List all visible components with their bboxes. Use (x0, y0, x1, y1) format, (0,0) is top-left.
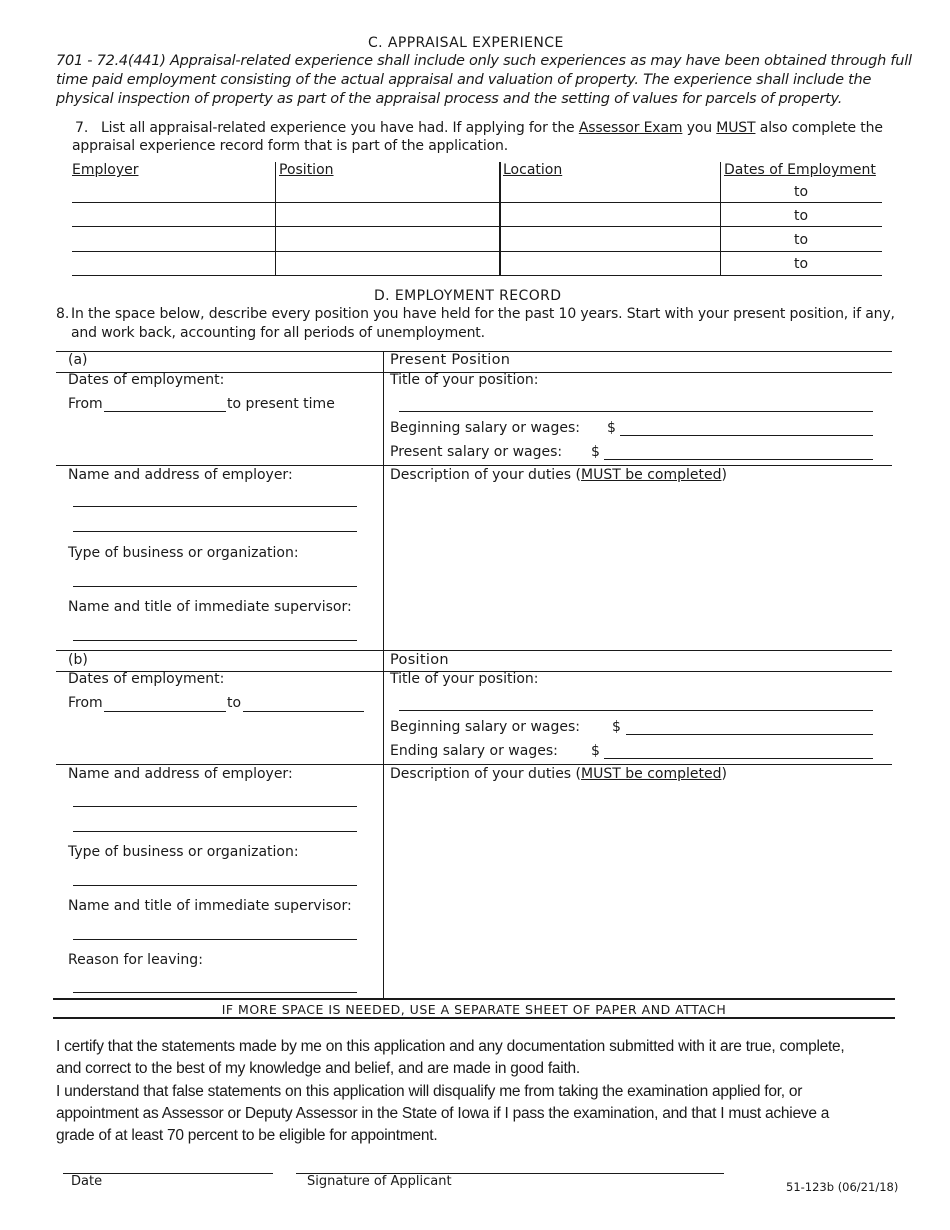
block-mid-line (56, 465, 892, 466)
employer-address-field-1[interactable] (73, 506, 357, 507)
signature-label: Signature of Applicant (307, 1174, 452, 1189)
business-type-field[interactable] (73, 586, 357, 587)
present-salary-label: Present salary or wages: (390, 444, 563, 460)
business-type-label: Type of business or organization: (68, 844, 299, 860)
to-present-time-label: to present time (227, 396, 335, 412)
beginning-salary-label: Beginning salary or wages: (390, 420, 580, 436)
supervisor-label: Name and title of immediate supervisor: (68, 599, 352, 615)
block-divider (383, 650, 384, 998)
banner-bottom-rule (53, 1017, 895, 1019)
present-salary-field[interactable] (604, 459, 873, 460)
supervisor-field[interactable] (73, 939, 357, 940)
rule-text-line-1: 701 - 72.4(441) Appraisal-related experience shall include only such experiences as may have been obtained through full (56, 53, 912, 69)
rule-text-line-2: time paid employment consisting of the actual appraisal and valuation of property. The experience shall include the (56, 72, 872, 88)
block-divider (383, 351, 384, 650)
supervisor-field[interactable] (73, 640, 357, 641)
title-of-position-label: Title of your position: (390, 372, 539, 388)
form-number: 51-123b (06/21/18) (786, 1180, 899, 1194)
supervisor-label: Name and title of immediate supervisor: (68, 898, 352, 914)
rule-text-line-3: physical inspection of property as part of the appraisal process and the setting of values for parcels of property. (56, 91, 843, 107)
table-row-dates-to: to (794, 256, 809, 272)
employer-address-field-2[interactable] (73, 831, 357, 832)
table-row-line (72, 226, 882, 227)
employer-address-field-2[interactable] (73, 531, 357, 532)
from-date-field[interactable] (104, 411, 226, 412)
block-end-line (56, 650, 892, 651)
reason-for-leaving-field[interactable] (73, 992, 357, 993)
duties-description-area[interactable] (390, 490, 885, 645)
section-d-heading: D. EMPLOYMENT RECORD (374, 288, 562, 304)
to-date-field[interactable] (243, 711, 364, 712)
from-label: From (68, 396, 103, 412)
header-location: Location (503, 162, 563, 178)
employer-address-field-1[interactable] (73, 806, 357, 807)
header-employer: Employer (72, 162, 139, 178)
header-dates-of-employment: Dates of Employment (724, 162, 876, 178)
table-row-line (72, 275, 882, 276)
reason-for-leaving-label: Reason for leaving: (68, 952, 203, 968)
duties-label: Description of your duties (MUST be completed) (390, 766, 727, 782)
block-label-b: (b) (68, 652, 88, 668)
table-row-dates-to: to (794, 208, 809, 224)
table-row-dates-to: to (794, 232, 809, 248)
dollar-sign: $ (612, 719, 621, 735)
dollar-sign: $ (607, 420, 616, 436)
business-type-label: Type of business or organization: (68, 545, 299, 561)
header-position: Position (279, 162, 334, 178)
certification-paragraph-2: I understand that false statements on this application will disqualify me from taking the examination applied for, or appointment as Assessor or Deputy Assessor in the State of Iowa if I pass the examination, and that I must achieve a grade of at least 70 percent to be eligible for appointment. (56, 1083, 830, 1144)
extra-space-note: IF MORE SPACE IS NEEDED, USE A SEPARATE SHEET OF PAPER AND ATTACH (221, 1002, 727, 1017)
table-row-line (72, 202, 882, 203)
dates-of-employment-label: Dates of employment: (68, 372, 225, 388)
must-be-completed-emphasis: MUST be completed (581, 766, 722, 782)
from-label: From (68, 695, 103, 711)
beginning-salary-field[interactable] (626, 734, 873, 735)
q7-number: 7. (75, 120, 89, 136)
block-label-a: (a) (68, 352, 88, 368)
title-of-position-label: Title of your position: (390, 671, 539, 687)
q8-text-line-1: In the space below, describe every position you have held for the past 10 years. Start with your present position, if any, (71, 306, 895, 322)
banner-top-rule (53, 998, 895, 1000)
duties-label: Description of your duties (MUST be completed) (390, 467, 727, 483)
duties-description-area[interactable] (390, 790, 885, 990)
must-be-completed-emphasis: MUST be completed (581, 467, 722, 483)
from-date-field[interactable] (104, 711, 226, 712)
ending-salary-field[interactable] (604, 758, 873, 759)
position-title-field[interactable] (399, 710, 873, 711)
block-mid-line (56, 764, 892, 765)
q7-text-line-2: appraisal experience record form that is part of the application. (72, 138, 509, 154)
q8-number: 8. (56, 306, 70, 322)
employer-name-address-label: Name and address of employer: (68, 467, 293, 483)
section-c-heading: C. APPRAISAL EXPERIENCE (368, 35, 564, 51)
present-position-header: Present Position (390, 352, 511, 368)
dates-of-employment-label: Dates of employment: (68, 671, 225, 687)
date-label: Date (71, 1174, 103, 1189)
dollar-sign: $ (591, 444, 600, 460)
assessor-exam-ref: Assessor Exam (578, 120, 683, 136)
dollar-sign: $ (591, 743, 600, 759)
column-divider (499, 162, 501, 276)
beginning-salary-label: Beginning salary or wages: (390, 719, 580, 735)
q8-text-line-2: and work back, accounting for all periods of unemployment. (71, 325, 485, 341)
table-row-line (72, 251, 882, 252)
ending-salary-label: Ending salary or wages: (390, 743, 558, 759)
table-row-dates-to: to (794, 184, 809, 200)
must-emphasis: MUST (716, 120, 756, 136)
business-type-field[interactable] (73, 885, 357, 886)
employer-name-address-label: Name and address of employer: (68, 766, 293, 782)
column-divider (720, 162, 721, 276)
position-header: Position (390, 652, 449, 668)
column-divider (275, 162, 276, 276)
position-title-field[interactable] (399, 411, 873, 412)
certification-paragraph-1: I certify that the statements made by me on this application and any documentation submitted with it are true, complete, and correct to the best of my knowledge and belief, and are made in good faith. (56, 1038, 845, 1077)
to-label: to (227, 695, 242, 711)
q7-text-line-1: List all appraisal-related experience you have had. If applying for the Assessor Exam you MUST also complete the (101, 120, 883, 136)
beginning-salary-field[interactable] (620, 435, 873, 436)
